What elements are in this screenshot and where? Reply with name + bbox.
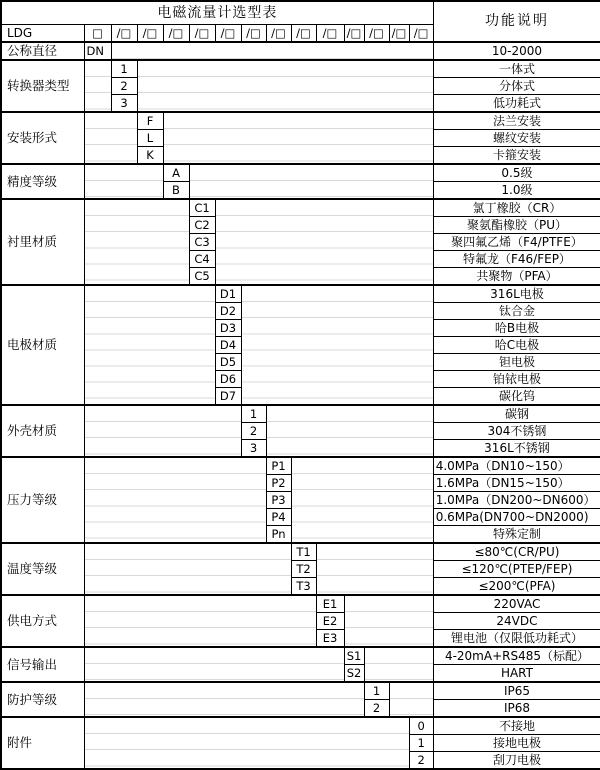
function-description: 220VAC (433, 595, 600, 613)
category-label: 信号输出 (1, 647, 84, 682)
function-description: 碳化钨 (433, 388, 600, 406)
function-description: 1.6MPa（DN15~150） (433, 475, 600, 492)
code-cell: P2 (266, 475, 291, 492)
model-code-box: /□ (291, 25, 316, 43)
function-description: 特氟龙（F46/FEP） (433, 251, 600, 268)
spacer-cell (344, 595, 433, 647)
function-description: 0.6MPa(DN700~DN2000) (433, 509, 600, 526)
category-label: 温度等级 (1, 543, 84, 595)
code-cell: 0 (409, 717, 433, 735)
spacer-cell (84, 595, 316, 647)
model-code-box: /□ (215, 25, 241, 43)
spacer-cell (84, 199, 189, 285)
spacer-cell (84, 112, 137, 164)
code-cell: 2 (409, 752, 433, 770)
function-description: IP65 (433, 682, 600, 700)
function-description: 接地电极 (433, 735, 600, 752)
spacer-cell (364, 647, 433, 682)
function-description: ≤200℃(PFA) (433, 578, 600, 596)
model-code-box: /□ (364, 25, 389, 43)
code-cell: P3 (266, 492, 291, 509)
code-cell: 1 (241, 405, 266, 423)
code-cell: D4 (215, 337, 241, 354)
code-cell: C3 (189, 234, 215, 251)
spacer-cell (84, 543, 291, 595)
spacer-cell (84, 647, 344, 682)
model-code-box: □ (84, 25, 111, 43)
category-label: 精度等级 (1, 164, 84, 199)
category-label: 压力等级 (1, 457, 84, 543)
code-cell: C4 (189, 251, 215, 268)
function-description: IP68 (433, 700, 600, 718)
model-code-box: /□ (241, 25, 266, 43)
code-cell: F (137, 112, 163, 130)
code-cell: T3 (291, 578, 316, 596)
code-cell: C5 (189, 268, 215, 286)
function-description: 哈C电极 (433, 337, 600, 354)
code-cell: DN (84, 42, 111, 60)
code-cell: S2 (344, 665, 364, 683)
code-cell: 3 (111, 95, 137, 113)
function-description: ≤80℃(CR/PU) (433, 543, 600, 561)
function-description: 锂电池（仅限低功耗式） (433, 630, 600, 648)
function-description: 聚氨酯橡胶（PU） (433, 217, 600, 234)
function-description: 316L不锈钢 (433, 440, 600, 458)
function-description: 一体式 (433, 60, 600, 78)
spacer-cell (111, 42, 433, 60)
code-cell: E1 (316, 595, 344, 613)
spacer-cell (163, 112, 433, 164)
code-cell: 1 (409, 735, 433, 752)
category-label: 防护等级 (1, 682, 84, 717)
code-cell: T1 (291, 543, 316, 561)
page-title: 电磁流量计选型表 (1, 1, 433, 25)
model-code-box: /□ (344, 25, 364, 43)
code-cell: Pn (266, 526, 291, 544)
category-label: 电极材质 (1, 285, 84, 405)
model-code-box: /□ (137, 25, 163, 43)
function-column-header: 功能说明 (433, 1, 600, 42)
spacer-cell (84, 285, 215, 405)
function-description: 聚四氟乙烯（F4/PTFE） (433, 234, 600, 251)
code-cell: D3 (215, 320, 241, 337)
function-description: 4-20mA+RS485（标配） (433, 647, 600, 665)
function-description: 哈B电极 (433, 320, 600, 337)
spacer-cell (84, 682, 364, 717)
code-cell: E3 (316, 630, 344, 648)
model-code-box: /□ (316, 25, 344, 43)
model-code-box: /□ (409, 25, 433, 43)
code-cell: S1 (344, 647, 364, 665)
model-code-box: /□ (389, 25, 409, 43)
model-prefix: LDG (1, 25, 84, 43)
spacer-cell (84, 405, 241, 457)
function-description: 304不锈钢 (433, 423, 600, 440)
code-cell: 2 (364, 700, 389, 718)
function-description: 分体式 (433, 78, 600, 95)
spacer-cell (137, 60, 433, 112)
category-label: 附件 (1, 717, 84, 769)
model-code-box: /□ (163, 25, 189, 43)
function-description: 碳钢 (433, 405, 600, 423)
function-description: 10-2000 (433, 42, 600, 60)
spacer-cell (316, 543, 433, 595)
code-cell: L (137, 130, 163, 147)
code-cell: D6 (215, 371, 241, 388)
code-cell: E2 (316, 613, 344, 630)
function-description: 刮刀电极 (433, 752, 600, 770)
spacer-cell (215, 199, 433, 285)
function-description: HART (433, 665, 600, 683)
category-label: 外壳材质 (1, 405, 84, 457)
code-cell: C2 (189, 217, 215, 234)
model-code-box: /□ (266, 25, 291, 43)
function-description: 低功耗式 (433, 95, 600, 113)
function-description: 1.0MPa（DN200~DN600） (433, 492, 600, 509)
function-description: 4.0MPa（DN10~150） (433, 457, 600, 475)
function-description: 螺纹安装 (433, 130, 600, 147)
code-cell: K (137, 147, 163, 165)
function-description: 316L电极 (433, 285, 600, 303)
function-description: 特殊定制 (433, 526, 600, 544)
function-description: 24VDC (433, 613, 600, 630)
spacer-cell (84, 457, 266, 543)
spacer-cell (266, 405, 433, 457)
spacer-cell (241, 285, 433, 405)
function-description: 钽电极 (433, 354, 600, 371)
spacer-cell (84, 717, 409, 769)
function-description: 钛合金 (433, 303, 600, 320)
function-description: 法兰安装 (433, 112, 600, 130)
spacer-cell (291, 457, 433, 543)
category-label: 转换器类型 (1, 60, 84, 112)
function-description: 共聚物（PFA） (433, 268, 600, 286)
code-cell: D5 (215, 354, 241, 371)
code-cell: B (163, 182, 189, 200)
code-cell: 1 (364, 682, 389, 700)
spacer-cell (189, 164, 433, 199)
spacer-cell (389, 682, 433, 717)
category-label: 供电方式 (1, 595, 84, 647)
spacer-cell (84, 60, 111, 112)
category-label: 安装形式 (1, 112, 84, 164)
code-cell: T2 (291, 561, 316, 578)
code-cell: P4 (266, 509, 291, 526)
code-cell: 2 (111, 78, 137, 95)
model-code-box: /□ (189, 25, 215, 43)
code-cell: D7 (215, 388, 241, 406)
function-description: 0.5级 (433, 164, 600, 182)
code-cell: P1 (266, 457, 291, 475)
function-description: 不接地 (433, 717, 600, 735)
code-cell: C1 (189, 199, 215, 217)
code-cell: A (163, 164, 189, 182)
spacer-cell (84, 164, 163, 199)
function-description: 卡箍安装 (433, 147, 600, 165)
model-code-box: /□ (111, 25, 137, 43)
function-description: ≤120℃(PTEP/FEP) (433, 561, 600, 578)
code-cell: D1 (215, 285, 241, 303)
function-description: 铂铱电极 (433, 371, 600, 388)
code-cell: 1 (111, 60, 137, 78)
category-label: 衬里材质 (1, 199, 84, 285)
category-label: 公称直径 (1, 42, 84, 60)
code-cell: D2 (215, 303, 241, 320)
code-cell: 3 (241, 440, 266, 458)
function-description: 氯丁橡胶（CR） (433, 199, 600, 217)
function-description: 1.0级 (433, 182, 600, 200)
code-cell: 2 (241, 423, 266, 440)
